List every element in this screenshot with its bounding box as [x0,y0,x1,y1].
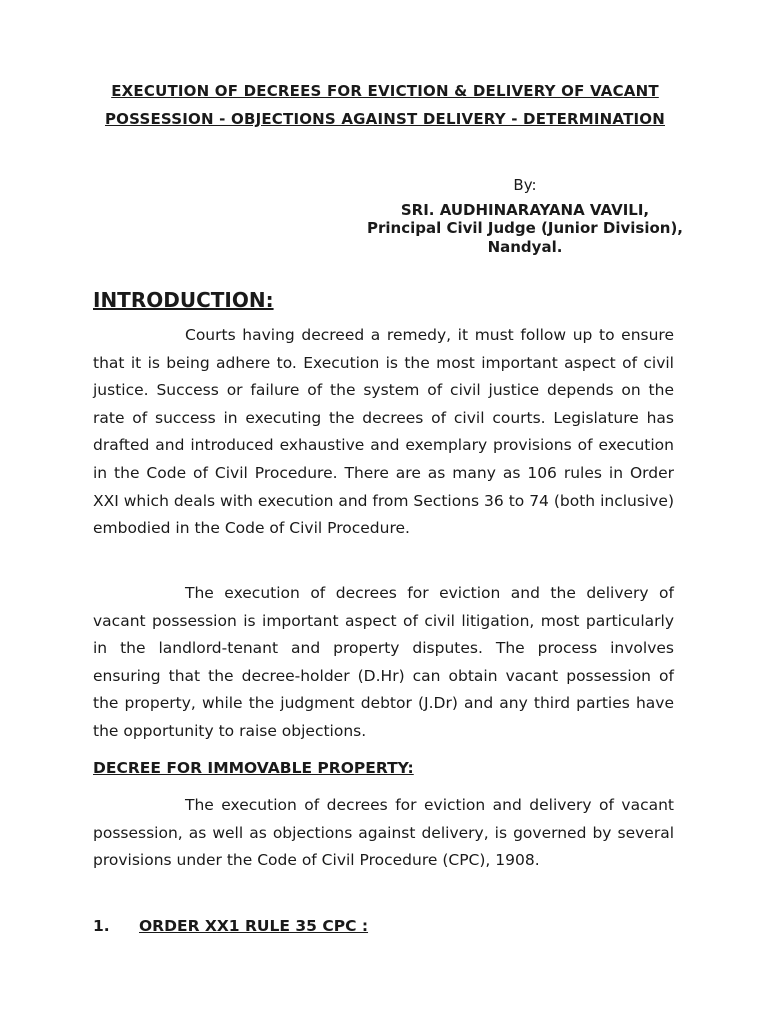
author-name: SRI. AUDHINARAYANA VAVILI, [400,200,650,219]
introduction-paragraph-2: The execution of decrees for eviction and the delivery of vacant possession is important aspect of civil litigation, most particularly in the landlord-tenant and property disputes. The process involves ensuring that the decree-holder (D.Hr) can obtain vacant possession of the property, while the judgment debtor (J.Dr) and any third parties have the opportunity to raise objections. [93,584,674,740]
order-rule-heading [93,917,368,935]
order-rule-number: 1. [93,917,110,935]
author-place: Nandyal. [487,237,563,256]
decree-immovable-property-heading: DECREE FOR IMMOVABLE PROPERTY: [93,759,414,777]
byline-prefix: By: [513,176,537,194]
order-rule-text: ORDER XX1 RULE 35 CPC : [139,917,369,935]
author-byline [360,176,690,256]
document-title: EXECUTION OF DECREES FOR EVICTION & DELIVERY OF VACANT POSSESSION - OBJECTIONS AGAINST DELIVERY - DETERMINATION [104,82,665,128]
author-designation: Principal Civil Judge (Junior Division), [366,219,683,237]
introduction-heading: INTRODUCTION: [93,288,274,312]
introduction-paragraph-1: Courts having decreed a remedy, it must follow up to ensure that it is being adhere to. Execution is the most important aspect of civil justice. Success or failure of the system of civil justice depends on the rate of success in executing the decrees of civil courts. Legislature has drafted and introduced exhaustive and exemplary provisions of execution in the Code of Civil Procedure. There are as many as 106 rules in Order XXI which deals with execution and from Sections 36 to 74 (both inclusive) embodied in the Code of Civil Procedure. [93,326,674,538]
decree-paragraph: The execution of decrees for eviction and delivery of vacant possession, as well as objections against delivery, is governed by several provisions under the Code of Civil Procedure (CPC), 1908. [93,796,674,870]
